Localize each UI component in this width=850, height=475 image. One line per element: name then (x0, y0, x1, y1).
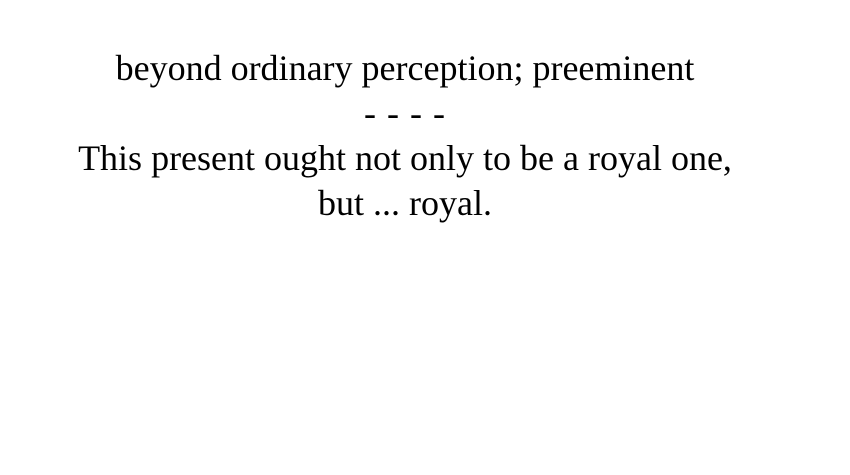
example-sentence-line-1: This present ought not only to be a royal one, (78, 138, 732, 178)
separator: - - - - (364, 93, 446, 133)
example-sentence-line-2: but ... royal. (318, 183, 492, 223)
definition-text: beyond ordinary perception; preeminent (115, 48, 695, 88)
